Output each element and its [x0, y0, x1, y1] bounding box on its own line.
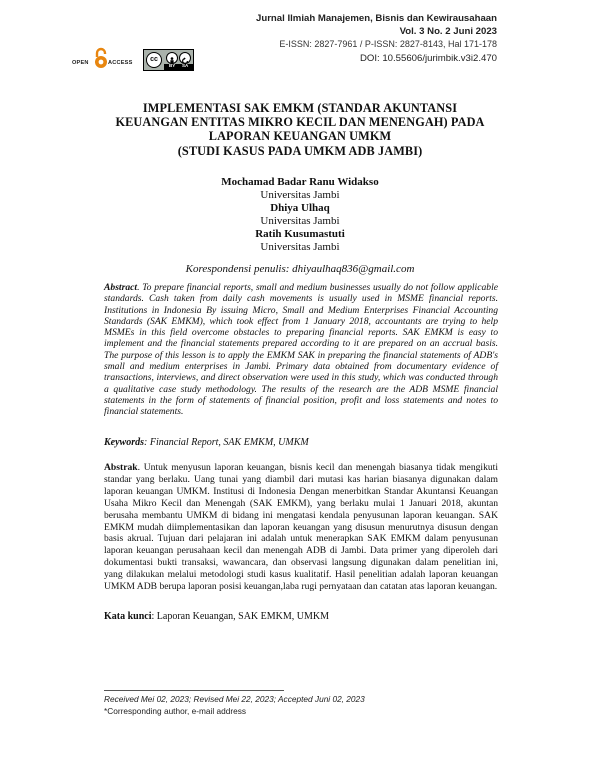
by-label: BY: [169, 63, 176, 68]
abstract-indonesian: [104, 462, 498, 593]
author-name: Dhiya Ulhaq: [270, 201, 330, 214]
paper-title: [100, 101, 500, 158]
abstrak-text: . Untuk menyusun laporan keuangan, bisnis kecil dan menengah biasanya tidak mengikuti standar yang berlaku. Uang tunai yang diambil dari mutasi kas harian biasanya digunakan dalam laporan keuangan UMKM. Institusi di Indonesia Dengan menerbitkan Standar Akuntansi Keuangan Usaha Mikro Kecil dan Menengah (SAK EMKM), yang berlaku mulai 1 Januari 2018, akuntan berusaha membantu UMKM di bidang ini mengatasi kendala penyusunan laporan keuangan. SAK EMKM mudah diimplementasikan dan laporan keuangan yang disusun menurutnya disusun dengan basis akrual. Tujuan dari pelajaran ini adalah untuk menerapkan SAK EMKM dalam penyusunan laporan keuangan perusahaan kecil dan menengah ADB di Jambi. Data primer yang diperoleh dari dokumentasi bukti transaksi, wawancara, dan observasi langsung digunakan dalam penelitian ini, yang dilakukan melalui metodologi studi kasus kualitatif. Hasil penelitian adalah laporan keuangan UMKM ADB berupa laporan posisi keuangan,laba rugi pernyataan dan catatan atas laporan keuangan.: [104, 462, 498, 593]
keywords-english: [104, 437, 498, 448]
open-access-left-text: OPEN: [72, 60, 89, 66]
title-line: LAPORAN KEUANGAN UMKM: [208, 129, 392, 144]
author-affiliation: Universitas Jambi: [260, 214, 340, 227]
title-line: KEUANGAN ENTITAS MIKRO KECIL DAN MENENGAH) PADA: [115, 115, 485, 130]
open-access-logo: [72, 47, 136, 73]
journal-name: Jurnal Ilmiah Manajemen, Bisnis dan Kewirausahaan: [256, 13, 497, 24]
cc-icon: cc: [146, 52, 162, 68]
open-access-right-text: ACCESS: [108, 60, 133, 66]
abstract-english: [104, 282, 498, 418]
abstrak-label: Abstrak: [104, 462, 138, 473]
open-access-lock-icon: [94, 47, 108, 69]
author-affiliation: Universitas Jambi: [260, 188, 340, 201]
keywords-label: Keywords: [104, 437, 144, 448]
footnote-divider: [104, 690, 284, 691]
author-name: Ratih Kusumastuti: [255, 227, 345, 240]
kata-kunci-text: : Laporan Keuangan, SAK EMKM, UMKM: [151, 611, 329, 622]
title-line: (STUDI KASUS PADA UMKM ADB JAMBI): [177, 143, 423, 158]
kata-kunci-label: Kata kunci: [104, 611, 152, 622]
abstract-text: . To prepare financial reports, small and medium businesses usually do not follow applicable standards. Cash taken from daily cash movements is usually used in MSME financial reports. Institutions in Indonesia By issuing Micro, Small and Medium Enterprises Financial Accounting Standards (SAK EMKM), which took effect from 1 January 2018, accountants are trying to help MSMEs in this field overcome obstacles to preparing financial reports. SAK EMKM is easy to implement and the financial statements prepared according to it are prepared on an accrual basis. The purpose of this lesson is to apply the EMKM SAK in preparing the financial statements of ADB's small and medium enterprises in Jambi. Primary data obtained from documentary evidence of transactions, interviews, and direct observation were used in this study, which was conducted through a qualitative case study methodology. The results of the research are the ADB MSME financial statements in the form of statements of financial position, profit and loss statements and notes to financial statements.: [104, 282, 498, 418]
sa-label: SA: [182, 63, 189, 68]
correspondence-line: Korespondensi penulis: dhiyaulhaq836@gmail.com: [185, 263, 415, 275]
journal-header: [197, 13, 497, 66]
journal-doi[interactable]: DOI: 10.55606/jurimbik.v3i2.470: [359, 53, 497, 64]
journal-volume: Vol. 3 No. 2 Juni 2023: [399, 26, 497, 37]
license-strip: [164, 64, 193, 70]
title-line: IMPLEMENTASI SAK EMKM (STANDAR AKUNTANSI: [142, 101, 458, 115]
journal-issn: E-ISSN: 2827-7961 / P-ISSN: 2827-8143, Hal 171-178: [279, 39, 497, 49]
keywords-text: : Financial Report, SAK EMKM, UMKM: [144, 437, 309, 448]
keywords-indonesian: [104, 611, 498, 622]
author-affiliation: Universitas Jambi: [260, 240, 340, 253]
corresponding-author-note: *Corresponding author, e-mail address: [104, 706, 247, 716]
author-list: [150, 176, 450, 253]
cc-by-sa-license-badge[interactable]: [143, 49, 194, 71]
abstract-label: Abstract: [104, 282, 138, 293]
received-dates: Received Mei 02, 2023; Revised Mei 22, 2023; Accepted Juni 02, 2023: [104, 694, 365, 704]
author-name: Mochamad Badar Ranu Widakso: [221, 176, 379, 188]
